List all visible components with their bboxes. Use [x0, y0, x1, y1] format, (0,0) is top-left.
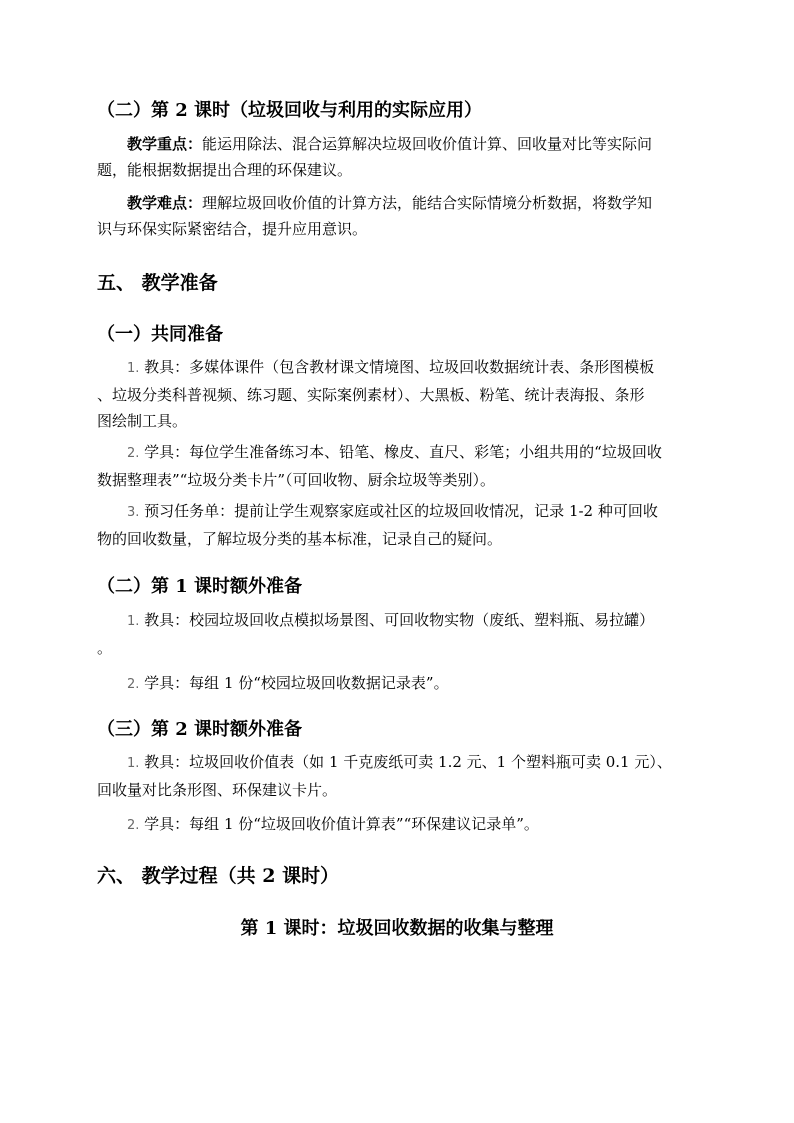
difficulty-label: 教学难点：	[127, 194, 203, 212]
list-text: 预习任务单：提前让学生观察家庭或社区的垃圾回收情况，记录 1-2 种可回收	[139, 502, 658, 520]
lesson2-item-1	[97, 749, 701, 803]
focus-label: 教学重点：	[127, 135, 203, 153]
list-number: 2.	[127, 446, 140, 461]
section-heading-preparation: 五、 教学准备	[97, 272, 218, 294]
list-number: 1.	[127, 614, 140, 629]
list-number: 1.	[127, 361, 140, 376]
list-text: 学具：每位学生准备练习本、铅笔、橡皮、直尺、彩笔；小组共用的“垃圾回收	[139, 443, 662, 461]
list-text: 教具：多媒体课件（包含教材课文情境图、垃圾回收数据统计表、条形图模板	[139, 358, 655, 376]
list-text-cont: 物的回收数量，了解垃圾分类的基本标准，记录自己的疑问。	[97, 530, 503, 548]
list-text-cont: 数据整理表”“垃圾分类卡片”（可回收物、厨余垃圾等类别）。	[97, 471, 496, 489]
list-number: 2.	[127, 818, 140, 833]
difficulty-text: 理解垃圾回收价值的计算方法，能结合实际情境分析数据，将数学知	[202, 194, 653, 212]
lesson2-item-2	[97, 811, 701, 839]
list-text-cont: 、垃圾分类科普视频、练习题、实际案例素材）、大黑板、粉笔、统计表海报、条形	[97, 386, 645, 404]
list-text: 学具：每组 1 份“校园垃圾回收数据记录表”。	[139, 674, 449, 692]
lesson1-item-2	[97, 670, 701, 698]
list-text: 教具：垃圾回收价值表（如 1 千克废纸可卖 1.2 元、1 个塑料瓶可卖 0.1 元）、	[139, 753, 672, 771]
list-text-cont: 。	[97, 639, 113, 657]
teaching-difficulty-paragraph	[97, 190, 701, 242]
subsection-heading-lesson1-prep: （二）第 1 课时额外准备	[97, 576, 303, 597]
difficulty-text-cont: 识与环保实际紧密结合，提升应用意识。	[97, 220, 368, 238]
list-text-cont: 回收量对比条形图、环保建议卡片。	[97, 781, 338, 799]
list-text: 学具：每组 1 份“垃圾回收价值计算表”“环保建议记录单”。	[139, 815, 539, 833]
section-heading-process: 六、 教学过程（共 2 课时）	[97, 865, 340, 887]
common-item-3	[97, 498, 701, 552]
list-text: 教具：校园垃圾回收点模拟场景图、可回收物实物（废纸、塑料瓶、易拉罐）	[139, 611, 655, 629]
list-number: 1.	[127, 756, 140, 771]
subsection-heading-lesson2-prep: （三）第 2 课时额外准备	[97, 719, 303, 740]
common-item-2	[97, 439, 701, 493]
section-heading-lesson2: （二）第 2 课时（垃圾回收与利用的实际应用）	[97, 100, 483, 121]
lesson1-title: 第 1 课时：垃圾回收数据的收集与整理	[240, 918, 554, 939]
common-item-1	[97, 354, 701, 434]
subsection-heading-common: （一）共同准备	[97, 324, 223, 345]
list-number: 2.	[127, 677, 140, 692]
list-text-cont: 图绘制工具。	[97, 412, 188, 430]
lesson1-item-1	[97, 607, 701, 661]
list-number: 3.	[127, 505, 140, 520]
teaching-focus-paragraph	[97, 131, 701, 183]
focus-text: 能运用除法、混合运算解决垃圾回收价值计算、回收量对比等实际问	[202, 135, 653, 153]
focus-text-cont: 题，能根据数据提出合理的环保建议。	[97, 161, 353, 179]
